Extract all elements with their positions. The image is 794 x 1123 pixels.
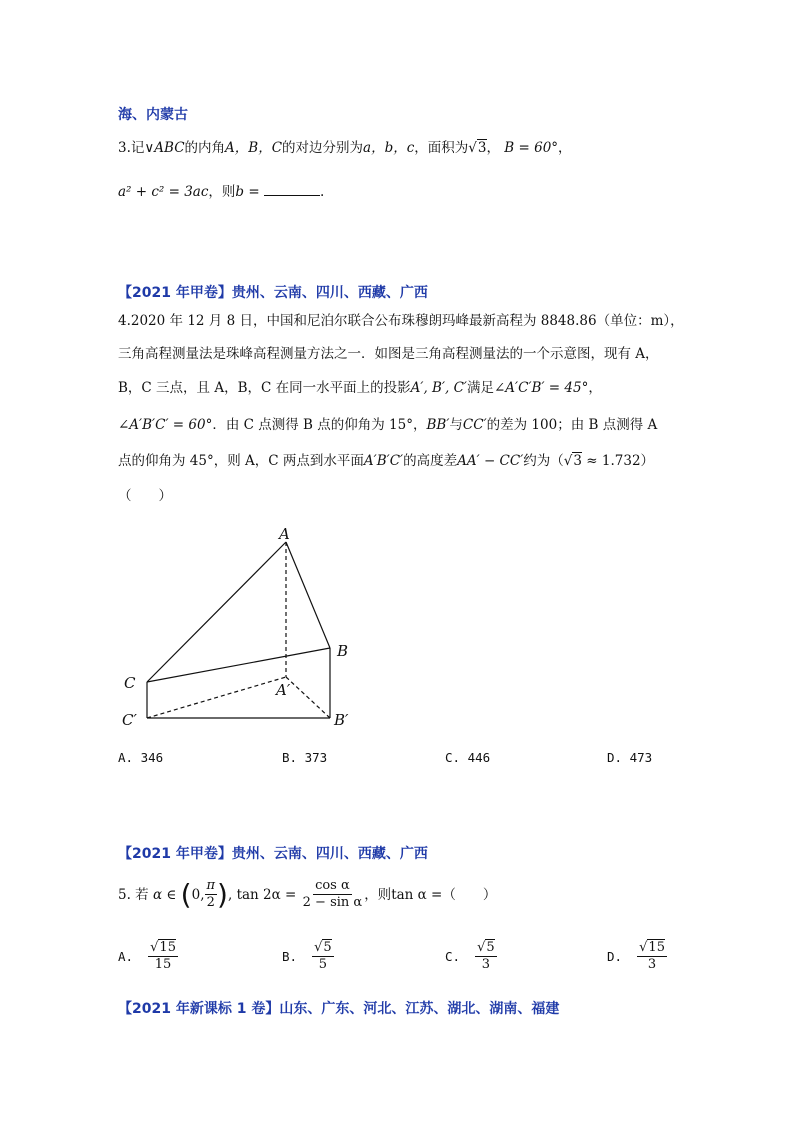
q4-line3: B，C 三点，且 A，B，C 在同一水平面上的投影A′, B′, C′满足∠A′C′B′ = 45°，: [118, 380, 602, 396]
label-c1: C′: [122, 711, 137, 729]
q4-line4: ∠A′B′C′ = 60°．由 C 点测得 B 点的仰角为 15°，BB′与CC′的差为 100；由 B 点测得 A: [118, 417, 658, 433]
triangulation-figure: [110, 520, 370, 735]
q4-option-b[interactable]: B. 373: [282, 750, 328, 765]
label-b1: B′: [334, 711, 349, 729]
section-header-q3: 海、内蒙古: [118, 107, 188, 123]
q4-line5: 点的仰角为 45°，则 A，C 两点到水平面A′B′C′的高度差AA′ − CC′约为（√3 ≈ 1.732）: [118, 453, 655, 469]
q3-line1: 3.记∨ABC的内角A，B，C的对边分别为a，b，c，面积为√3， B = 60°，: [118, 140, 572, 156]
q4-line2: 三角高程测量法是珠峰高程测量方法之一．如图是三角高程测量法的一个示意图，现有 A，: [118, 346, 659, 362]
label-b: B: [337, 642, 349, 660]
label-a1: A′: [276, 681, 291, 699]
section-header-q6: 【2021 年新课标 1 卷】山东、广东、河北、江苏、湖北、湖南、福建: [118, 1001, 560, 1017]
q5-option-a[interactable]: A. $\frac{√15}{15}$: [118, 940, 176, 972]
q3-line2: a² + c² = 3ac，则b = .: [118, 184, 325, 200]
edge-ac: [147, 542, 286, 682]
section-header-q4: 【2021 年甲卷】贵州、云南、四川、西藏、广西: [118, 285, 428, 301]
q5-option-b[interactable]: B. $\frac{√5}{5}$: [282, 940, 332, 972]
answer-blank: [264, 183, 320, 196]
q5-option-c[interactable]: C. $\frac{√5}{3}$: [445, 940, 495, 972]
q4-line1: 4.2020 年 12 月 8 日，中国和尼泊尔联合公布珠穆朗玛峰最新高程为 8848.86（单位：m），: [118, 313, 684, 329]
label-c: C: [124, 674, 136, 692]
edge-a1b1: [286, 677, 330, 718]
q5-option-d[interactable]: D. $\frac{√15}{3}$: [607, 940, 665, 972]
q5-question: 5. 若 α ∈ ( 0, $\frac{\pi}{2}$ ) , tan 2α = $\frac{\text{cos α}}{\text{2 − sin α}}$ ，则 tan α = （ ）: [118, 877, 497, 911]
q4-option-d[interactable]: D. 473: [607, 750, 653, 765]
q4-option-a[interactable]: A. 346: [118, 750, 164, 765]
q4-line6: （ ）: [118, 488, 172, 504]
edge-c1a1: [147, 677, 286, 718]
edge-ab: [286, 542, 330, 648]
section-header-q5: 【2021 年甲卷】贵州、云南、四川、西藏、广西: [118, 846, 428, 862]
edge-cb: [147, 648, 330, 682]
label-a: A: [279, 525, 290, 543]
q4-option-c[interactable]: C. 446: [445, 750, 491, 765]
